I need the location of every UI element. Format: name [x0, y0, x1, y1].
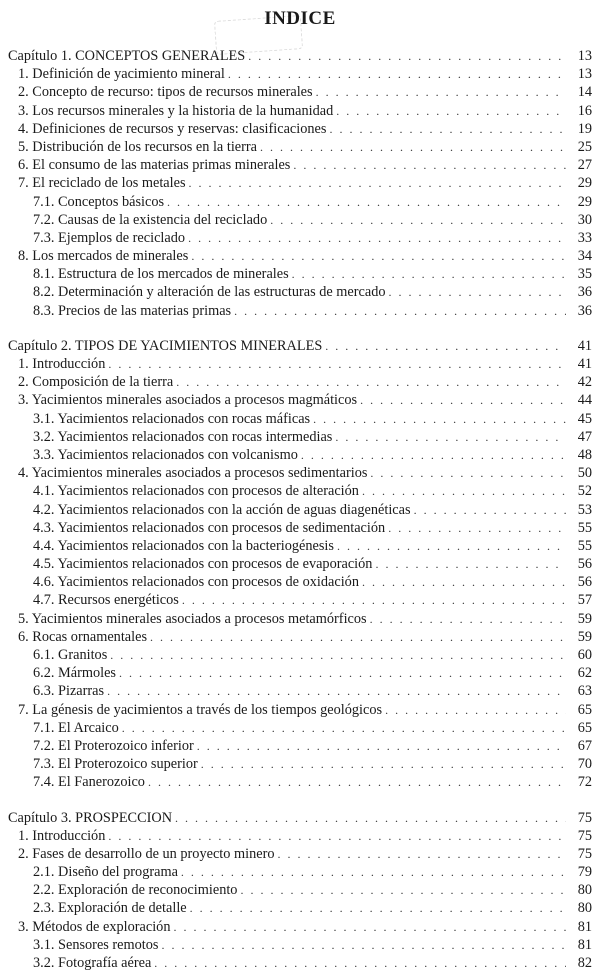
toc-section [8, 918, 592, 936]
dot-leader [362, 482, 566, 500]
entry-title: 1. Introducción [18, 827, 106, 844]
dot-leader [277, 845, 566, 863]
toc-subsection [8, 737, 592, 755]
entry-title: 8.1. Estructura de los mercados de minerales [33, 266, 289, 283]
entry-title: 7. La génesis de yacimientos a través de los tiempos geológicos [18, 701, 383, 718]
dot-leader [316, 83, 566, 101]
toc-section [8, 845, 592, 863]
page-number: 29 [577, 193, 592, 210]
page-number: 45 [577, 410, 592, 427]
dot-leader [122, 719, 566, 737]
page-number: 36 [577, 284, 592, 301]
chapter-heading [8, 809, 592, 827]
toc-subsection [8, 664, 592, 682]
toc-subsection [8, 302, 592, 320]
dot-leader [389, 283, 566, 301]
chapter-heading [8, 47, 592, 65]
dot-leader [293, 156, 566, 174]
entry-title: 5. Distribución de los recursos en la tierra [18, 138, 258, 155]
toc-section [8, 355, 592, 373]
entry-title: 6. Rocas ornamentales [18, 628, 148, 645]
page-number: 55 [577, 519, 592, 536]
page-number: 67 [577, 737, 592, 754]
entry-title: 2.1. Diseño del programa [33, 864, 178, 881]
page-number: 53 [577, 501, 592, 518]
entry-title: 1. Introducción [18, 356, 106, 372]
dot-leader [337, 537, 566, 555]
page-number: 70 [577, 756, 592, 773]
page-number: 48 [577, 446, 592, 463]
page-number: 35 [577, 266, 592, 283]
page-number: 63 [577, 683, 592, 700]
toc-subsection [8, 519, 592, 537]
entry-title: 3.3. Yacimientos relacionados con volcanismo [33, 446, 298, 463]
page-number: 59 [577, 628, 592, 645]
dot-leader [335, 428, 566, 446]
dot-leader [182, 591, 566, 609]
page-number: 14 [577, 84, 592, 101]
page-number: 75 [577, 827, 592, 844]
entry-title: 2. Composición de la tierra [18, 374, 174, 391]
page-number: 72 [577, 774, 592, 791]
page-number: 55 [577, 537, 592, 554]
toc-section [8, 174, 592, 192]
entry-title: 7.2. El Proterozoico inferior [33, 737, 194, 754]
toc-section [8, 138, 592, 156]
dot-leader [190, 899, 566, 917]
toc-section [8, 701, 592, 719]
dot-leader [191, 247, 566, 265]
dot-leader [240, 881, 566, 899]
page-number: 75 [577, 809, 592, 826]
page-number: 65 [577, 719, 592, 736]
page-number: 16 [577, 102, 592, 119]
entry-title: 6. El consumo de las materias primas minerales [18, 157, 291, 174]
page-number: 41 [577, 337, 592, 354]
toc-section [8, 247, 592, 265]
toc-subsection [8, 555, 592, 573]
dot-leader [108, 355, 566, 373]
entry-title: 7.3. Ejemplos de reciclado [33, 229, 186, 246]
dot-leader [110, 646, 566, 664]
page-number: 81 [577, 936, 592, 953]
dot-leader [370, 610, 566, 628]
dot-leader [167, 193, 566, 211]
toc-subsection [8, 954, 592, 972]
dot-leader [301, 446, 566, 464]
dot-leader [201, 755, 566, 773]
dot-leader [189, 174, 566, 192]
entry-title: 3.2. Fotografía aérea [33, 955, 152, 971]
toc-subsection [8, 501, 592, 519]
entry-title: 4.4. Yacimientos relacionados con la bacteriogénesis [33, 537, 334, 554]
toc-subsection [8, 682, 592, 700]
dot-leader [108, 827, 566, 845]
toc-subsection [8, 899, 592, 917]
toc-subsection [8, 773, 592, 791]
dot-leader [175, 809, 566, 827]
dot-leader [329, 120, 566, 138]
toc-section [8, 120, 592, 138]
toc-subsection [8, 482, 592, 500]
page-number: 27 [577, 157, 592, 174]
entry-title: 3.1. Yacimientos relacionados con rocas máficas [33, 410, 311, 427]
dot-leader [414, 501, 566, 519]
page-number: 52 [577, 483, 592, 500]
dot-leader [385, 701, 566, 719]
entry-title: 6.1. Granitos [33, 647, 108, 663]
dot-leader [360, 391, 566, 409]
entry-title: 8.3. Precios de las materias primas [33, 302, 232, 319]
entry-title: Capítulo 1. CONCEPTOS GENERALES [8, 48, 246, 64]
entry-title: 3.1. Sensores remotos [33, 936, 159, 953]
entry-title: 7. El reciclado de los metales [18, 175, 186, 192]
chapter-gap [8, 320, 592, 337]
page-number: 75 [577, 845, 592, 862]
dot-leader [375, 555, 566, 573]
dot-leader [181, 863, 566, 881]
entry-title: Capítulo 3. PROSPECCION [8, 809, 173, 826]
toc-subsection [8, 863, 592, 881]
page-number: 29 [577, 175, 592, 192]
toc-subsection [8, 646, 592, 664]
entry-title: 2. Fases de desarrollo de un proyecto minero [18, 845, 275, 862]
entry-title: 3.2. Yacimientos relacionados con rocas intermedias [33, 428, 333, 445]
chapter-heading [8, 337, 592, 355]
page-number: 33 [577, 229, 592, 246]
entry-title: 6.2. Mármoles [33, 665, 116, 682]
toc-subsection [8, 211, 592, 229]
toc-section [8, 827, 592, 845]
page-number: 65 [577, 701, 592, 718]
toc-subsection [8, 229, 592, 247]
entry-title: 8. Los mercados de minerales [18, 248, 189, 265]
toc-subsection [8, 193, 592, 211]
entry-title: 4. Yacimientos minerales asociados a procesos sedimentarios [18, 465, 368, 482]
dot-leader [176, 373, 566, 391]
table-of-contents [8, 47, 592, 972]
toc-section [8, 65, 592, 83]
dot-leader [325, 337, 566, 355]
entry-title: 2.3. Exploración de detalle [33, 900, 187, 917]
toc-subsection [8, 537, 592, 555]
entry-title: 7.4. El Fanerozoico [33, 774, 145, 791]
toc-subsection [8, 936, 592, 954]
page-number: 42 [577, 374, 592, 391]
dot-leader [188, 229, 566, 247]
entry-title: 4.1. Yacimientos relacionados con procesos de alteración [33, 483, 359, 500]
page-number: 81 [577, 918, 592, 935]
page-number: 62 [577, 665, 592, 682]
dot-leader [388, 519, 566, 537]
dot-leader [161, 936, 566, 954]
toc-section [8, 156, 592, 174]
entry-title: 4.2. Yacimientos relacionados con la acción de aguas diagenéticas [33, 501, 411, 518]
toc-subsection [8, 719, 592, 737]
page-number: 79 [577, 864, 592, 881]
toc-subsection [8, 573, 592, 591]
toc-section [8, 102, 592, 120]
toc-section [8, 628, 592, 646]
dot-leader [154, 954, 566, 972]
toc-subsection [8, 428, 592, 446]
page-number: 59 [577, 610, 592, 627]
dot-leader [313, 410, 566, 428]
page-number: 30 [577, 211, 592, 228]
page-number: 80 [577, 900, 592, 917]
entry-title: 3. Yacimientos minerales asociados a procesos magmáticos [18, 392, 358, 409]
dot-leader [228, 65, 566, 83]
toc-subsection [8, 283, 592, 301]
page-number: 82 [577, 955, 592, 971]
entry-title: 7.1. El Arcaico [33, 719, 119, 736]
page-number: 34 [577, 248, 592, 265]
dot-leader [234, 302, 566, 320]
toc-section [8, 391, 592, 409]
entry-title: 4.5. Yacimientos relacionados con procesos de evaporación [33, 556, 373, 573]
toc-subsection [8, 410, 592, 428]
page-title: INDICE [264, 8, 336, 29]
entry-title: Capítulo 2. TIPOS DE YACIMIENTOS MINERALES [8, 337, 323, 354]
dot-leader [107, 682, 566, 700]
entry-title: 2.2. Exploración de reconocimiento [33, 882, 238, 899]
page-number: 47 [577, 428, 592, 445]
page-number: 13 [577, 66, 592, 83]
page-number: 57 [577, 592, 592, 609]
dot-leader [148, 773, 566, 791]
page-number: 56 [577, 556, 592, 573]
toc-section [8, 464, 592, 482]
entry-title: 7.2. Causas de la existencia del reciclado [33, 211, 268, 228]
entry-title: 5. Yacimientos minerales asociados a procesos metamórficos [18, 610, 367, 627]
page-number: 13 [577, 48, 592, 64]
toc-subsection [8, 591, 592, 609]
toc-section [8, 610, 592, 628]
page-number: 25 [577, 138, 592, 155]
entry-title: 4.7. Recursos energéticos [33, 592, 179, 609]
dot-leader [150, 628, 566, 646]
entry-title: 6.3. Pizarras [33, 683, 105, 700]
entry-title: 4.6. Yacimientos relacionados con procesos de oxidación [33, 574, 359, 591]
dot-leader [173, 918, 566, 936]
toc-section [8, 373, 592, 391]
entry-title: 4.3. Yacimientos relacionados con procesos de sedimentación [33, 519, 386, 536]
entry-title: 1. Definición de yacimiento mineral [18, 66, 225, 83]
toc-subsection [8, 446, 592, 464]
page-number: 80 [577, 882, 592, 899]
toc-subsection [8, 755, 592, 773]
dot-leader [292, 265, 566, 283]
page-number: 36 [577, 302, 592, 319]
page-number: 44 [577, 392, 592, 409]
chapter-gap [8, 792, 592, 809]
toc-subsection [8, 881, 592, 899]
page-number: 56 [577, 574, 592, 591]
dot-leader [260, 138, 566, 156]
dot-leader [119, 664, 566, 682]
toc-subsection [8, 265, 592, 283]
entry-title: 2. Concepto de recurso: tipos de recursos minerales [18, 84, 313, 101]
dot-leader [336, 102, 566, 120]
dot-leader [248, 47, 566, 65]
entry-title: 3. Métodos de exploración [18, 918, 171, 935]
entry-title: 8.2. Determinación y alteración de las estructuras de mercado [33, 284, 386, 301]
dot-leader [362, 573, 566, 591]
entry-title: 4. Definiciones de recursos y reservas: clasificaciones [18, 120, 327, 137]
entry-title: 7.1. Conceptos básicos [33, 193, 165, 210]
entry-title: 3. Los recursos minerales y la historia de la humanidad [18, 102, 334, 119]
dot-leader [197, 737, 566, 755]
page-number: 19 [577, 120, 592, 137]
entry-title: 7.3. El Proterozoico superior [33, 756, 198, 773]
dot-leader [370, 464, 566, 482]
page-number: 50 [577, 465, 592, 482]
page-number: 60 [577, 647, 592, 663]
toc-section [8, 83, 592, 101]
page-number: 41 [577, 356, 592, 372]
dot-leader [270, 211, 566, 229]
